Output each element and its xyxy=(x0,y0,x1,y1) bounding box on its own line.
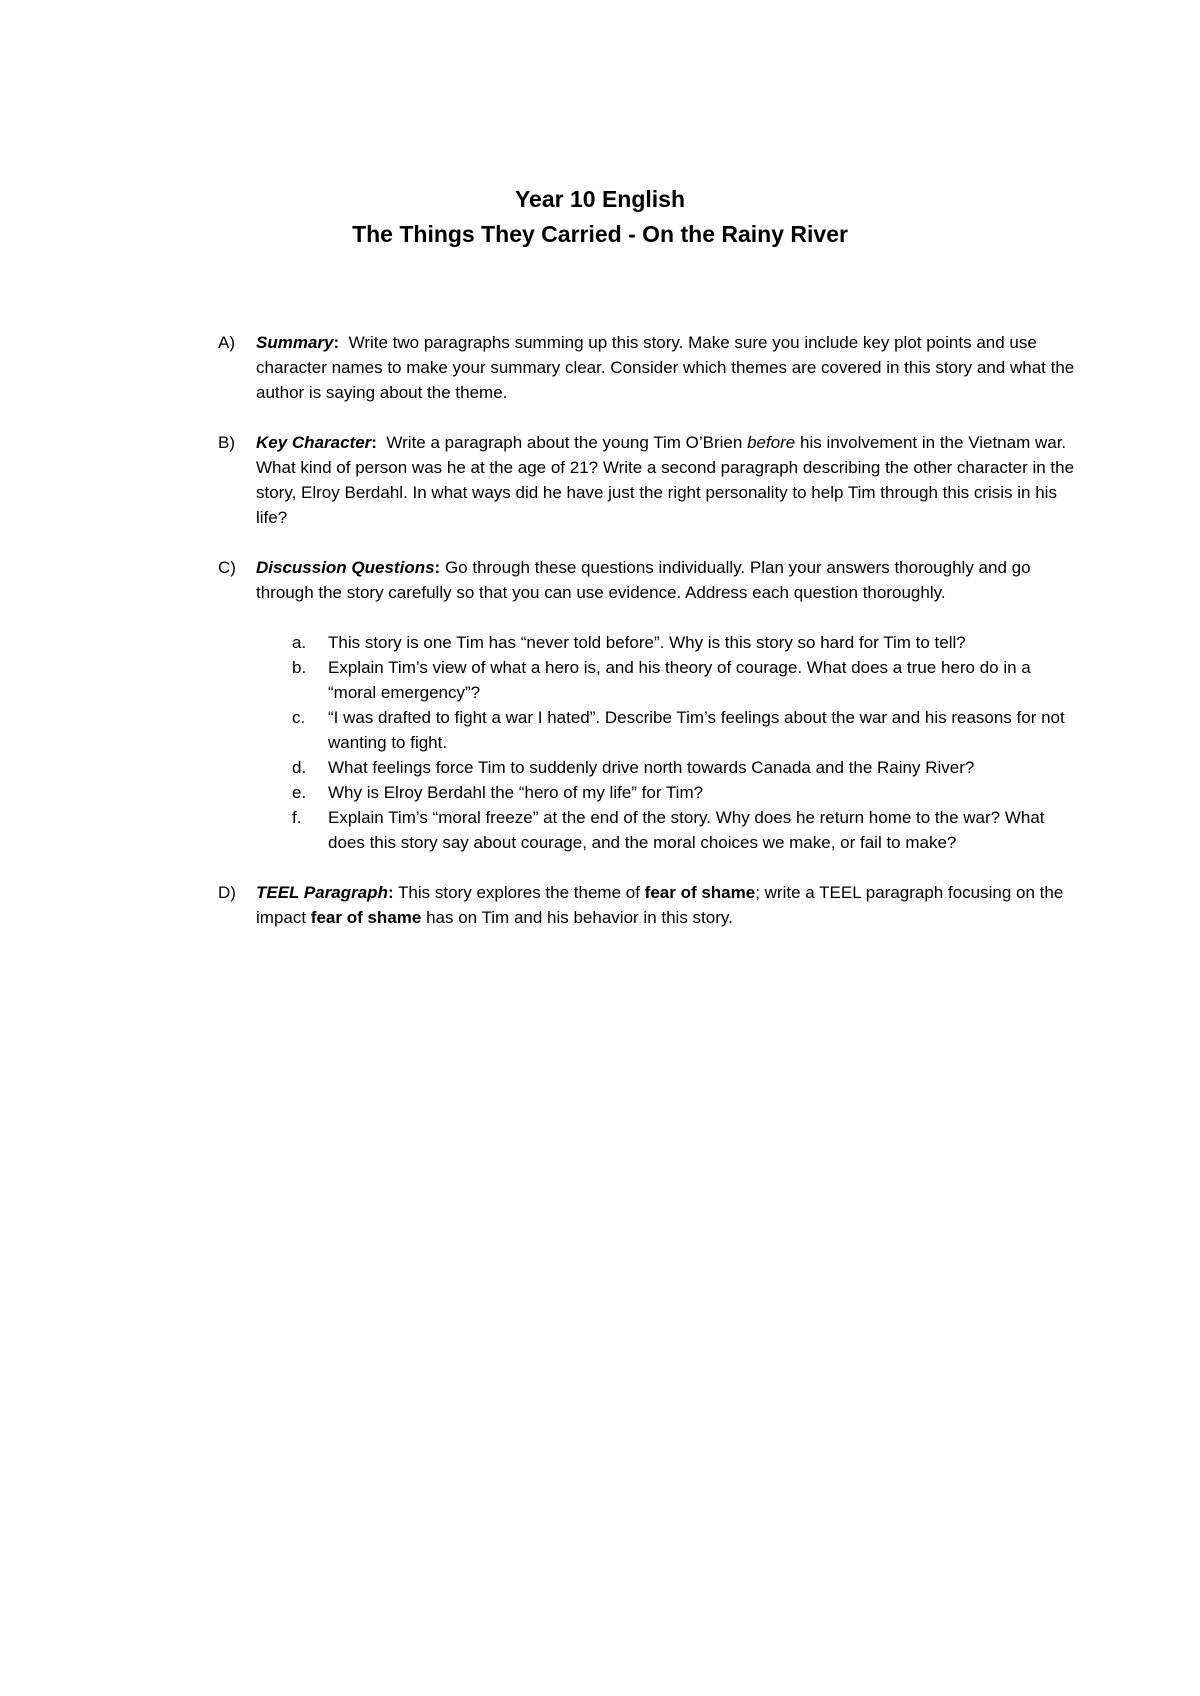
question-letter: d. xyxy=(292,758,307,777)
question-item xyxy=(292,805,1078,855)
section-text: Write two paragraphs summing up this story. Make sure you include key plot points and use character names to make your summary clear. Consider which themes are covered in this story and what the author is saying about the theme. xyxy=(256,333,1079,402)
question-letter: c. xyxy=(292,708,306,727)
heading-colon: : xyxy=(371,433,377,452)
section-heading: Discussion Questions xyxy=(256,558,435,577)
section-text-continued: his involvement in the Vietnam war. What kind of person was he at the age of 21? Write a second paragraph describing the other character in the story, Elroy Berdahl. In what ways did he have just the right personality to help Tim through this crisis in his life? xyxy=(256,433,1075,527)
question-item xyxy=(292,630,1078,655)
question-item xyxy=(292,755,1078,780)
section-letter: B) xyxy=(218,433,235,452)
section-heading: Summary xyxy=(256,333,334,352)
question-letter: e. xyxy=(292,783,307,802)
question-text: “I was drafted to fight a war I hated”. Describe Tim’s feelings about the war and his reasons for not wanting to fight. xyxy=(328,708,1065,752)
question-item xyxy=(292,705,1078,755)
theme-term: fear of shame xyxy=(644,883,756,902)
question-list xyxy=(256,630,1078,855)
question-text: Explain Tim’s view of what a hero is, and his theory of courage. What does a true hero do in a “moral emergency”? xyxy=(328,658,1031,702)
heading-colon: : xyxy=(434,558,441,577)
section-text-end: has on Tim and his behavior in this story. xyxy=(421,908,733,927)
question-letter: f. xyxy=(292,808,302,827)
heading-colon: : xyxy=(333,333,340,352)
section-letter: C) xyxy=(218,558,236,577)
section-text: This story explores the theme of xyxy=(393,883,645,902)
theme-term: fear of shame xyxy=(310,908,422,927)
question-letter: a. xyxy=(292,633,307,652)
question-text: Why is Elroy Berdahl the “hero of my life” for Tim? xyxy=(328,783,704,802)
section-letter: D) xyxy=(218,883,236,902)
section-text: Go through these questions individually. Plan your answers thoroughly and go through the story carefully so that you can use evidence. Address each question thoroughly. xyxy=(256,558,1031,602)
section-summary xyxy=(218,330,1078,405)
question-text: What feelings force Tim to suddenly drive north towards Canada and the Rainy River? xyxy=(328,758,975,777)
question-item xyxy=(292,655,1078,705)
question-text: This story is one Tim has “never told before”. Why is this story so hard for Tim to tell? xyxy=(328,633,966,652)
question-letter: b. xyxy=(292,658,307,677)
document-header xyxy=(0,182,1200,252)
section-heading: TEEL Paragraph xyxy=(256,883,388,902)
heading-colon: : xyxy=(387,883,394,902)
section-key-character xyxy=(218,430,1078,530)
question-item xyxy=(292,780,1078,805)
section-heading: Key Character xyxy=(256,433,372,452)
section-text-continued: ; write a TEEL paragraph focusing on the impact xyxy=(256,883,1064,927)
task-list xyxy=(218,330,1078,955)
emphasis-text: before xyxy=(747,433,796,452)
section-teel-paragraph xyxy=(218,880,1078,930)
course-title: Year 10 English xyxy=(514,186,686,212)
section-letter: A) xyxy=(218,333,235,352)
document-title: The Things They Carried - On the Rainy River xyxy=(352,221,848,247)
question-text: Explain Tim’s “moral freeze” at the end of the story. Why does he return home to the war? What does this story say about courage, and the moral choices we make, or fail to make? xyxy=(328,808,1045,852)
section-discussion-questions xyxy=(218,555,1078,855)
section-text: Write a paragraph about the young Tim O’Brien xyxy=(376,433,748,452)
